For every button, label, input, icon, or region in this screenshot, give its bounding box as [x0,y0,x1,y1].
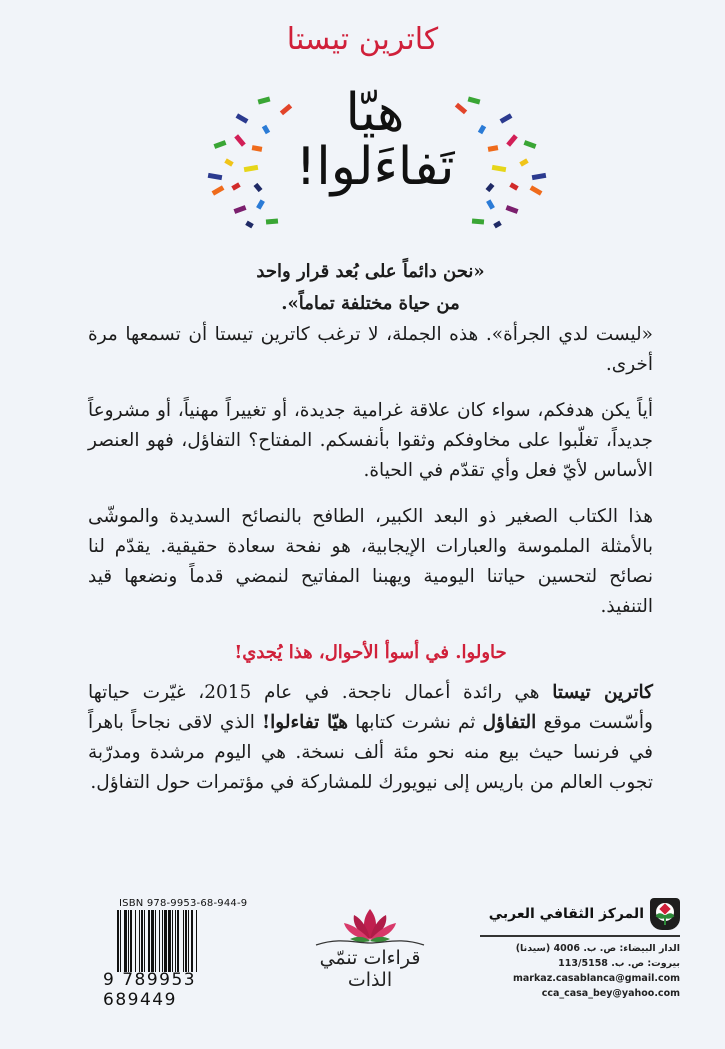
publisher-address-casablanca: الدار البيضاء: ص. ب. 4006 (سيدنا) [515,943,680,954]
blurb-paragraph-3: هذا الكتاب الصغير ذو البعد الكبير، الطافح بالنصائح السديدة والموشّى بالأمثلة الملموسة والعبارات الإيجابية، هو نفحة سعادة حقيقية. يقدّم لنا نصائح لتحسين حياتنا اليومية ويهبنا المفاتيح لنمضي قدماً ونضعها قيد التنفيذ. [88,506,653,617]
publisher-email-2[interactable]: cca_casa_bey@yahoo.com [541,988,680,999]
pull-quote-line-1: «نحن دائماً على بُعد قرار واحد [256,261,485,282]
publisher-email-1[interactable]: markaz.casablanca@gmail.com [512,973,680,984]
tagline: حاولوا. في أسوأ الأحوال، هذا يُجدي! [234,642,507,663]
isbn-label: ISBN 978-9953-68-944-9 [119,898,248,909]
author-bio [88,678,653,798]
book-title [210,82,540,198]
book-title-line-2: تَفاءَلوا! [295,137,455,197]
bio-site-name: التفاؤل [482,712,537,733]
blurb-paragraph-1: «ليست لدي الجرأة». هذه الجملة، لا ترغب كاترين تيستا أن تسمعها مرة أخرى. [88,324,653,375]
bio-text-1: هي رائدة أعمال ناجحة. في عام 2015، غيّرت حياتها وأسّست موقع [88,682,653,733]
bio-text-2: ثم نشرت كتابها [347,712,483,733]
series-logo [300,905,440,991]
publisher-logo-icon [650,898,680,930]
author-name: كاترين تيستا [286,22,439,57]
book-title-block [210,82,540,232]
bio-book-title: هيّا تفاءلوا! [262,712,348,733]
lotus-icon [310,905,430,947]
barcode-digits: 9 789953 689449 [103,970,197,1010]
bio-text-3: الذي لاقى نجاحاً باهراً في فرنسا حيث بيع منه نحو مئة ألف نسخة. هي اليوم مرشدة ومدرّبة تجوب العالم من باريس إلى نيويورك للمشاركة في مؤتمرات حول التفاؤل. [88,712,653,793]
pull-quote-line-2: من حياة مختلفة تماماً». [281,293,460,314]
bio-author-name: كاترين تيستا [552,682,653,703]
series-name: قراءات تنمّي الذات [319,947,421,991]
publisher-block [480,898,680,1001]
book-title-line-1: هيّا [345,83,405,143]
publisher-address-beirut: بيروت: ص. ب. 113/5158 [558,958,680,969]
blurb [88,256,653,814]
publisher-name: المركز الثقافي العربي [488,906,644,922]
publisher-divider [480,935,680,937]
blurb-paragraph-2: أياً يكن هدفكم، سواء كان علاقة غرامية جديدة، أو تغييراً مهنياً، أو مشروعاً جديداً، تغلّبوا على مخاوفكم وثقوا بأنفسكم. المفتاح؟ التفاؤل، فهو العنصر الأساس لأيّ فعل وأي تقدّم في الحياة. [88,400,653,481]
barcode-icon [117,910,257,972]
isbn-barcode [103,898,257,1010]
